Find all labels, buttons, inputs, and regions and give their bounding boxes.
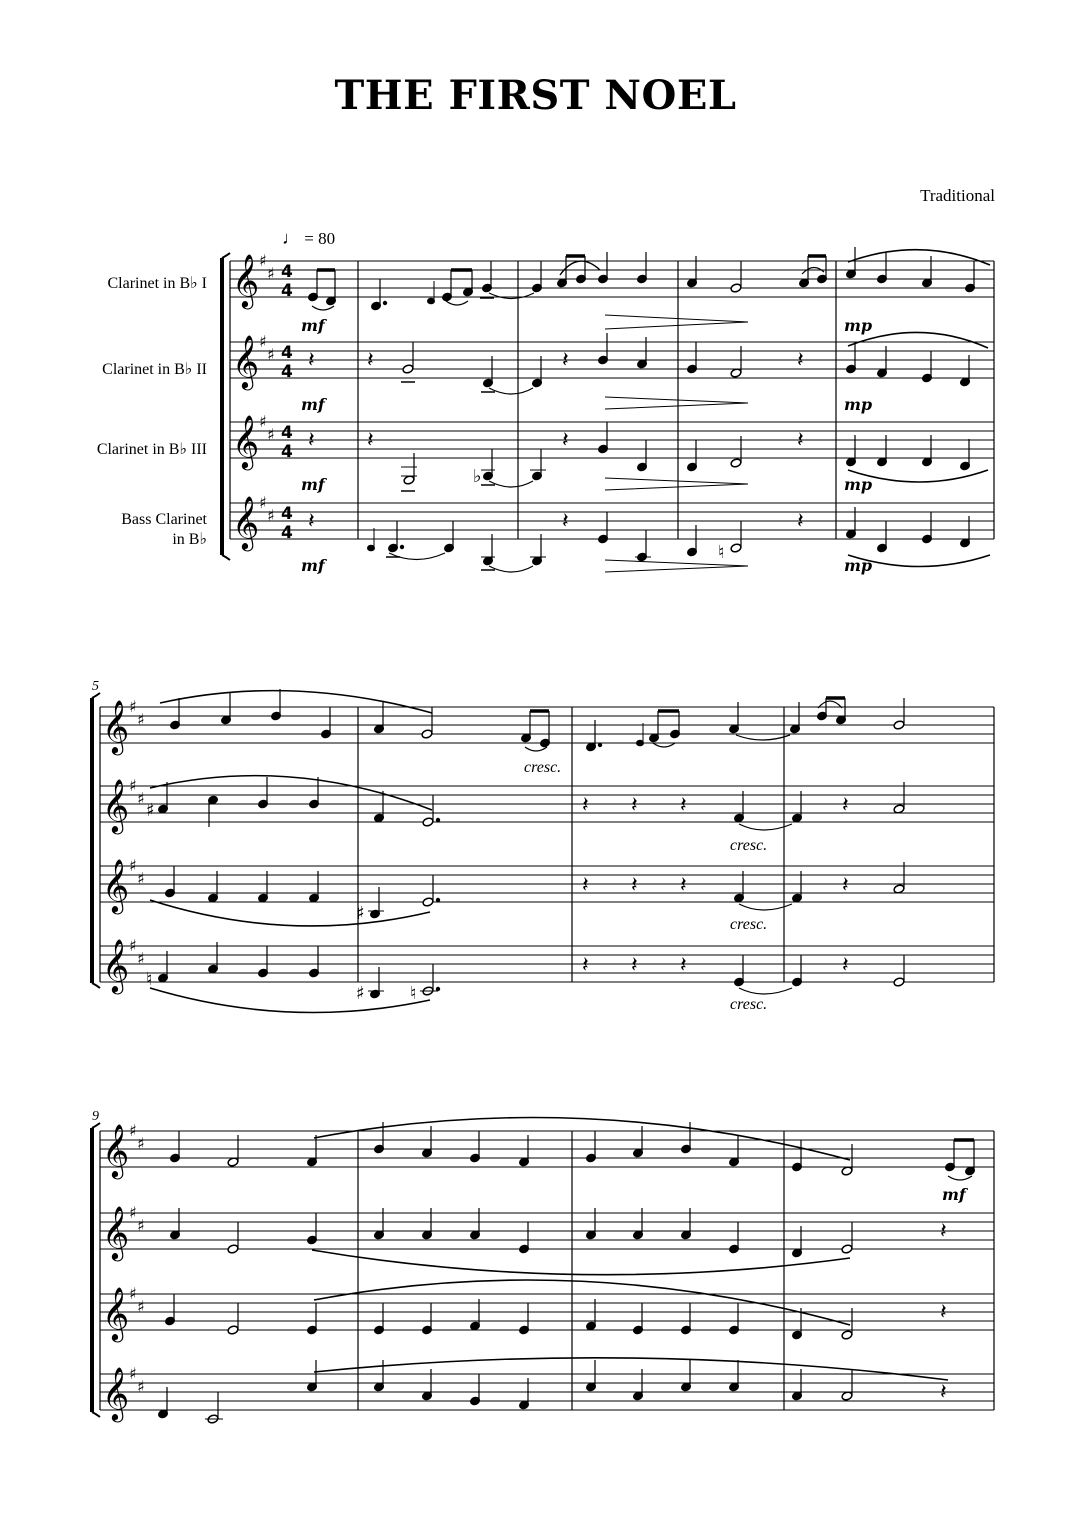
svg-text:♯: ♯ [356, 983, 365, 1004]
staff-bass-clarinet [230, 503, 994, 539]
svg-text:4: 4 [281, 262, 293, 282]
svg-text:♯: ♯ [137, 789, 145, 808]
treble-clef-icon: 𝄞 [102, 1366, 130, 1420]
svg-text:𝄽: 𝄽 [680, 873, 687, 898]
time-signature [281, 262, 293, 543]
treble-clef-icon: 𝄞 [232, 253, 260, 307]
svg-text:♯: ♯ [259, 412, 267, 431]
svg-text:𝄽: 𝄽 [631, 953, 638, 978]
svg-text:♮: ♮ [718, 542, 725, 563]
treble-clef-icon: 𝄞 [102, 938, 130, 992]
svg-text:♯: ♯ [137, 869, 145, 888]
svg-text:♯: ♯ [137, 710, 145, 729]
svg-text:𝄽: 𝄽 [680, 793, 687, 818]
svg-text:♯: ♯ [137, 1377, 145, 1396]
treble-clef-icon: 𝄞 [102, 1205, 130, 1259]
system-1 [222, 253, 994, 560]
cresc-text: cresc. [730, 837, 768, 854]
composer-credit: Traditional [920, 186, 995, 205]
svg-text:𝄽: 𝄽 [367, 428, 374, 453]
svg-text:♯: ♯ [129, 776, 137, 795]
svg-text:♯: ♯ [259, 332, 267, 351]
svg-text:♭: ♭ [473, 466, 482, 487]
svg-text:4: 4 [281, 281, 293, 301]
svg-text:♯: ♯ [129, 936, 137, 955]
treble-clef-icon: 𝄞 [102, 1286, 130, 1340]
svg-text:𝄽: 𝄽 [940, 1300, 947, 1325]
svg-text:4: 4 [281, 362, 293, 382]
svg-text:♯: ♯ [129, 697, 137, 716]
svg-text:𝄽: 𝄽 [562, 509, 569, 534]
measure-number: 5 [92, 679, 99, 694]
dynamic-mp: mp [844, 395, 873, 414]
svg-text:♯: ♯ [137, 1216, 145, 1235]
cresc-text: cresc. [730, 996, 768, 1013]
dynamics-system-1 [301, 316, 872, 575]
dynamic-mf: mf [301, 556, 325, 575]
svg-text:𝄽: 𝄽 [631, 793, 638, 818]
dynamic-mf: mf [942, 1185, 966, 1204]
svg-text:𝄽: 𝄽 [842, 873, 849, 898]
instrument-name-bass-clarinet-line2: in B♭ [172, 531, 207, 548]
system-3 [92, 1123, 994, 1417]
svg-text:𝄽: 𝄽 [582, 873, 589, 898]
score-title: THE FIRST NOEL [334, 72, 737, 119]
svg-text:𝄽: 𝄽 [308, 428, 315, 453]
svg-text:♯: ♯ [129, 856, 137, 875]
cresc-text: cresc. [524, 759, 562, 776]
dynamic-mf: mf [301, 316, 325, 335]
svg-text:4: 4 [281, 523, 293, 543]
decrescendo-hairpins [605, 315, 748, 572]
svg-text:𝄽: 𝄽 [842, 953, 849, 978]
svg-text:♯: ♯ [267, 345, 275, 364]
quarter-note-icon: ♩ [282, 228, 300, 248]
svg-text:4: 4 [281, 423, 293, 443]
svg-text:♯: ♯ [146, 800, 155, 821]
svg-text:♯: ♯ [267, 506, 275, 525]
svg-text:4: 4 [281, 504, 293, 524]
svg-text:𝄽: 𝄽 [940, 1219, 947, 1244]
svg-text:𝄽: 𝄽 [582, 953, 589, 978]
svg-text:𝄽: 𝄽 [680, 953, 687, 978]
dynamic-mp: mp [844, 556, 873, 575]
svg-text:𝄽: 𝄽 [631, 873, 638, 898]
svg-text:♯: ♯ [356, 903, 365, 924]
svg-text:𝄽: 𝄽 [797, 509, 804, 534]
notes-system-1 [307, 247, 990, 572]
instrument-name-clarinet-3: Clarinet in B♭ III [96, 441, 207, 458]
staff-clarinet-3 [230, 422, 994, 458]
instrument-name-clarinet-1: Clarinet in B♭ I [107, 275, 207, 292]
svg-text:4: 4 [281, 343, 293, 363]
cresc-text: cresc. [730, 916, 768, 933]
svg-text:𝄽: 𝄽 [562, 428, 569, 453]
svg-text:♯: ♯ [129, 1203, 137, 1222]
svg-text:𝄽: 𝄽 [308, 348, 315, 373]
svg-text:𝄽: 𝄽 [940, 1380, 947, 1405]
treble-clef-icon: 𝄞 [102, 699, 130, 753]
svg-text:♯: ♯ [129, 1284, 137, 1303]
svg-text:♯: ♯ [259, 251, 267, 270]
svg-text:♯: ♯ [129, 1364, 137, 1383]
svg-text:♯: ♯ [259, 493, 267, 512]
svg-text:𝄽: 𝄽 [308, 509, 315, 534]
svg-text:♯: ♯ [137, 949, 145, 968]
treble-clef-icon: 𝄞 [232, 334, 260, 388]
measure-number: 9 [92, 1109, 99, 1124]
svg-text:𝄽: 𝄽 [562, 348, 569, 373]
svg-text:𝄽: 𝄽 [842, 793, 849, 818]
svg-text:𝄽: 𝄽 [367, 348, 374, 373]
dynamic-mp: mp [844, 316, 873, 335]
dynamic-mp: mp [844, 475, 873, 494]
svg-text:𝄽: 𝄽 [797, 428, 804, 453]
treble-clef-icon: 𝄞 [102, 778, 130, 832]
tempo-value: = 80 [304, 229, 336, 248]
barlines [230, 261, 994, 539]
notes-system-3 [157, 1118, 975, 1425]
treble-clef-icon: 𝄞 [232, 414, 260, 468]
treble-clef-icon: 𝄞 [232, 495, 260, 549]
svg-text:𝄽: 𝄽 [797, 348, 804, 373]
svg-text:♯: ♯ [267, 264, 275, 283]
treble-clef-icon: 𝄞 [102, 858, 130, 912]
svg-text:♯: ♯ [129, 1121, 137, 1140]
instrument-name-bass-clarinet-line1: Bass Clarinet [121, 511, 207, 528]
dynamic-mf: mf [301, 395, 325, 414]
svg-text:♯: ♯ [137, 1134, 145, 1153]
svg-text:♮: ♮ [410, 983, 417, 1004]
clefs-system-1 [232, 251, 293, 551]
svg-text:4: 4 [281, 442, 293, 462]
svg-text:♯: ♯ [267, 425, 275, 444]
dynamic-mf: mf [301, 475, 325, 494]
svg-text:♯: ♯ [137, 1297, 145, 1316]
cresc-markings [524, 759, 767, 1013]
svg-text:𝄽: 𝄽 [582, 793, 589, 818]
svg-text:♮: ♮ [146, 969, 153, 990]
instrument-name-clarinet-2: Clarinet in B♭ II [102, 361, 207, 378]
key-signature [259, 251, 275, 525]
treble-clef-icon: 𝄞 [102, 1123, 130, 1177]
system-2 [92, 693, 994, 988]
